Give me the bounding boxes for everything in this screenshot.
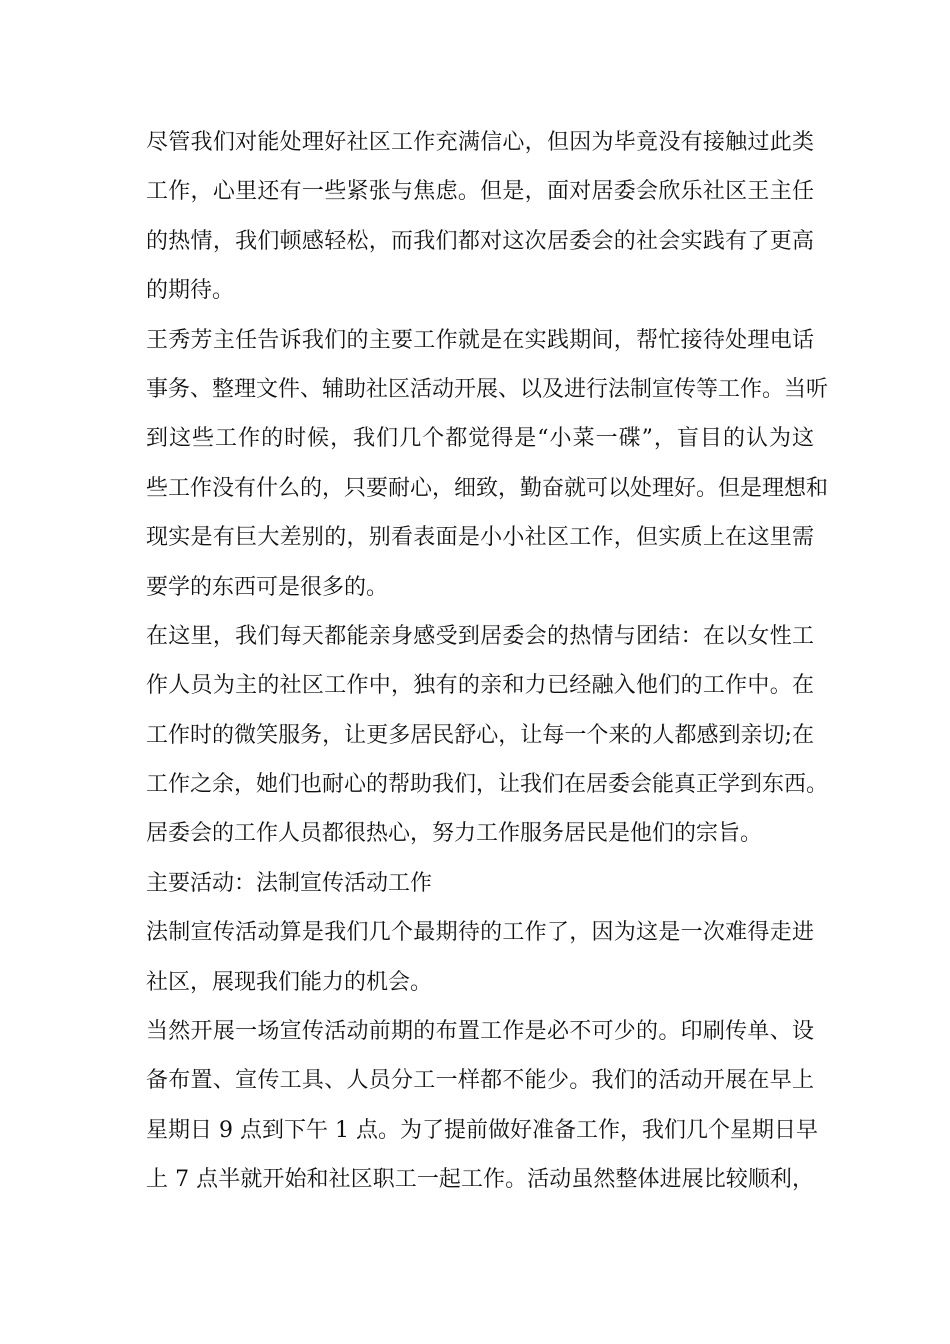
text-line: 尽管我们对能处理好社区工作充满信心，但因为毕竟没有接触过此类 bbox=[146, 130, 814, 155]
text-line: 的热情，我们顿感轻松，而我们都对这次居委会的社会实践有了更高 bbox=[146, 228, 814, 254]
text-line: 王秀芳主任告诉我们的主要工作就是在实践期间，帮忙接待处理电话 bbox=[146, 327, 814, 353]
text-line: 工作时的微笑服务，让更多居民舒心，让每一个来的人都感到亲切;在 bbox=[146, 722, 814, 748]
text-line: 星期日 9 点到下午 1 点。为了提前做好准备工作，我们几个星期日早 bbox=[146, 1117, 818, 1143]
text-line: 工作，心里还有一些紧张与焦虑。但是，面对居委会欣乐社区王主任 bbox=[146, 179, 814, 205]
document-body bbox=[146, 118, 829, 1205]
paragraph bbox=[146, 612, 829, 859]
text-line: 当然开展一场宣传活动前期的布置工作是必不可少的。印刷传单、设 bbox=[146, 1019, 814, 1045]
text-line: 居委会的工作人员都很热心，努力工作服务居民是他们的宗旨。 bbox=[146, 821, 763, 847]
text-line: 作人员为主的社区工作中，独有的亲和力已经融入他们的工作中。在 bbox=[146, 673, 814, 699]
text-line: 备布置、宣传工具、人员分工一样都不能少。我们的活动开展在早上 bbox=[146, 1068, 814, 1094]
heading-text: 主要活动：法制宣传活动工作 bbox=[146, 870, 433, 896]
text-line: 法制宣传活动算是我们几个最期待的工作了，因为这是一次难得走进 bbox=[146, 920, 814, 946]
paragraph bbox=[146, 908, 814, 1007]
text-line: 要学的东西可是很多的。 bbox=[146, 574, 389, 600]
text-line: 些工作没有什么的，只要耐心，细致，勤奋就可以处理好。但是理想和 bbox=[146, 475, 829, 501]
text-line: 现实是有巨大差别的，别看表面是小小社区工作，但实质上在这里需 bbox=[146, 525, 814, 551]
text-line: 社区，展现我们能力的机会。 bbox=[146, 969, 433, 995]
text-line: 的期待。 bbox=[146, 278, 235, 304]
paragraph bbox=[146, 316, 829, 612]
text-line: 到这些工作的时候，我们几个都觉得是“小菜一碟”，盲目的认为这 bbox=[146, 426, 814, 452]
paragraph bbox=[146, 118, 814, 316]
text-line: 上 7 点半就开始和社区职工一起工作。活动虽然整体进展比较顺利， bbox=[146, 1167, 814, 1193]
paragraph bbox=[146, 1007, 818, 1205]
section-heading bbox=[146, 859, 814, 908]
text-line: 在这里，我们每天都能亲身感受到居委会的热情与团结：在以女性工 bbox=[146, 623, 814, 649]
text-line: 事务、整理文件、辅助社区活动开展、以及进行法制宣传等工作。当听 bbox=[146, 376, 829, 402]
text-line: 工作之余，她们也耐心的帮助我们，让我们在居委会能真正学到东西。 bbox=[146, 772, 829, 798]
